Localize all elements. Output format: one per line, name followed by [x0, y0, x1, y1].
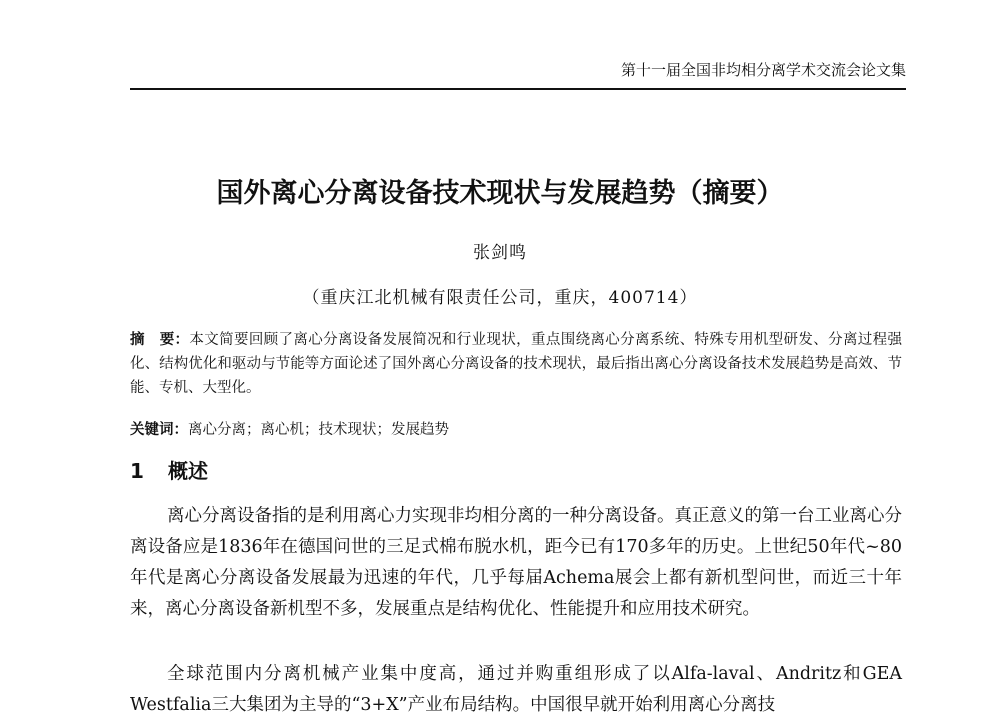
author-name: 张剑鸣 [473, 243, 527, 263]
section-title: 概述 [168, 459, 208, 483]
section-heading [130, 456, 902, 486]
keywords-text: 离心分离；离心机；技术现状；发展趋势 [188, 422, 449, 438]
paper-title: 国外离心分离设备技术现状与发展趋势（摘要） [216, 178, 784, 209]
abstract-label: 摘 要： [130, 332, 190, 348]
keywords [130, 418, 902, 442]
body-paragraph: 离心分离设备指的是利用离心力实现非均相分离的一种分离设备。真正意义的第一台工业离心分离设备应是1836年在德国问世的三足式棉布脱水机，距今已有170多年的历史。上世纪50年代~80年代是离心分离设备发展最为迅速的年代，几乎每届Achema展会上都有新机型问世，而近三十年来，离心分离设备新机型不多，发展重点是结构优化、性能提升和应用技术研究。 [130, 506, 902, 619]
running-header: 第十一届全国非均相分离学术交流会论文集 [620, 61, 906, 79]
body-paragraph: 全球范围内分离机械产业集中度高，通过并购重组形成了以Alfa-laval、Andritz和GEA Westfalia三大集团为主导的“3+X”产业布局结构。中国很早就开始利用离心分离技 [130, 664, 902, 715]
author-affiliation: （重庆江北机械有限责任公司，重庆，400714） [302, 288, 698, 308]
section-number: 1 [130, 459, 144, 483]
header-rule [130, 88, 906, 90]
abstract-text: 本文简要回顾了离心分离设备发展简况和行业现状，重点围绕离心分离系统、特殊专用机型研发、分离过程强化、结构优化和驱动与节能等方面论述了国外离心分离设备的技术现状，最后指出离心分离设备技术发展趋势是高效、节能、专机、大型化。 [130, 332, 903, 396]
abstract [130, 328, 902, 400]
keywords-label: 关键词： [130, 422, 188, 438]
